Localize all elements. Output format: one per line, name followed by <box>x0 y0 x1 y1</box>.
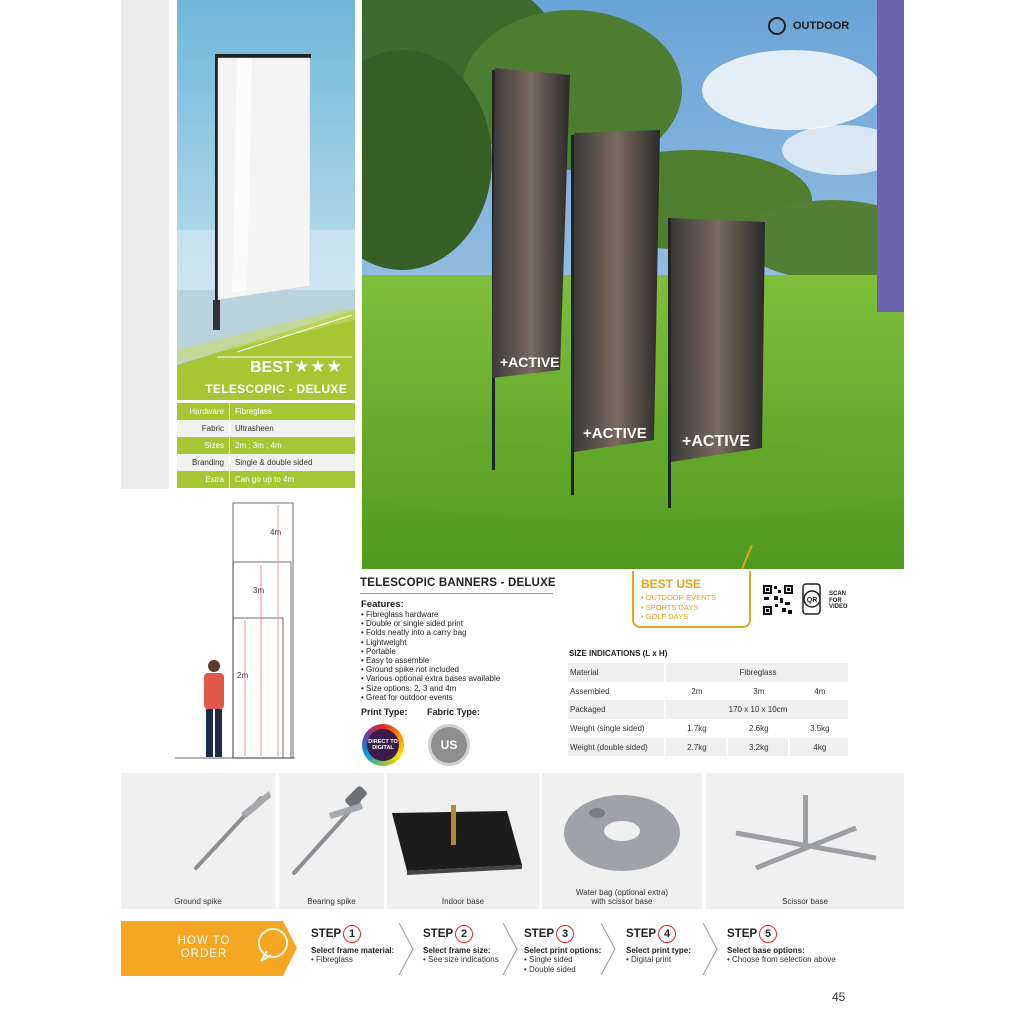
purple-accent-strip <box>877 0 904 312</box>
spec-row <box>177 420 355 437</box>
banner-flag <box>574 130 660 452</box>
best-use-item: • OUTDOOR EVENTS <box>641 593 716 603</box>
spec-value: Can go up to 4m <box>229 471 355 488</box>
bearing-spike-icon <box>279 773 384 883</box>
step-option: Digital print <box>631 955 672 964</box>
height-diagram <box>175 500 360 765</box>
feature-item: • Portable <box>361 647 500 656</box>
accessory-card-ground-spike <box>121 773 275 909</box>
accessory-card-bearing-spike <box>279 773 384 909</box>
page-title: TELESCOPIC BANNERS - DELUXE <box>360 577 556 589</box>
how-to-order-line1: HOW TO <box>177 935 231 947</box>
print-badge-text: DIRECT TO DIGITAL <box>367 729 399 761</box>
best-use-list <box>641 593 716 622</box>
chevron-right-icon <box>398 922 414 976</box>
spec-row <box>177 471 355 488</box>
table-cell: Weight (double sided) <box>568 738 665 757</box>
size-table-title: SIZE INDICATIONS (L x H) <box>569 649 668 658</box>
step-word: STEP <box>727 928 758 940</box>
order-step-3: STEP 3 Select print options: • Single sided • Double sided <box>524 925 601 975</box>
fabric-type-label: Fabric Type: <box>427 707 480 717</box>
product-name: TELESCOPIC - DELUXE <box>205 382 347 396</box>
dimension-label: 4m <box>270 528 282 537</box>
accessory-card-indoor-base <box>387 773 539 909</box>
best-use-item: • GOLF DAYS <box>641 612 716 622</box>
table-cell: Fibreglass <box>665 663 848 682</box>
banner-brand-text: +ACTIVE <box>583 425 647 442</box>
spec-value: Fibreglass <box>229 403 355 420</box>
outdoor-photo <box>362 0 904 569</box>
step-option: Fibreglass <box>316 955 353 964</box>
step-word: STEP <box>626 928 657 940</box>
table-cell: 1.7kg <box>665 719 727 738</box>
table-cell: 3m <box>727 682 789 701</box>
how-to-order-line2: ORDER <box>180 948 228 960</box>
step-word: STEP <box>423 928 454 940</box>
phone-scan-icon <box>799 583 827 617</box>
order-step-4: STEP 4 Select print type: • Digital print <box>626 925 691 965</box>
accessory-label: Scissor base <box>782 897 828 906</box>
table-cell: Weight (single sided) <box>570 723 645 733</box>
accessories-strip <box>121 773 904 909</box>
print-type-label: Print Type: <box>361 707 408 717</box>
chevron-right-icon <box>502 922 518 976</box>
step-option: Double sided <box>529 965 576 974</box>
section-label: OUTDOOR <box>793 20 850 32</box>
feature-item: • Ground spike not included <box>361 665 500 674</box>
step-title: Select frame size: <box>423 946 491 955</box>
table-cell: 4kg <box>789 738 848 757</box>
qr-code-icon[interactable] <box>762 584 794 616</box>
accessory-label-line1: Water bag (optional extra) <box>575 888 669 897</box>
step-title: Select base options: <box>727 946 805 955</box>
spec-key: Hardware <box>189 407 224 416</box>
scan-label: SCAN FOR VIDEO <box>829 591 848 610</box>
chevron-right-icon <box>702 922 718 976</box>
size-table <box>568 663 848 756</box>
spec-value: 2m ; 3m ; 4m <box>229 437 355 454</box>
accessory-label <box>542 888 702 906</box>
step-number: 5 <box>759 925 777 943</box>
spec-row <box>177 437 355 454</box>
fabric-badge: US <box>428 724 470 766</box>
table-cell: 2.7kg <box>665 738 727 757</box>
table-cell: 3.5kg <box>789 719 848 738</box>
how-to-order-title <box>164 935 244 961</box>
rating-label: BEST <box>250 359 293 376</box>
step-word: STEP <box>524 928 555 940</box>
feature-item: • Great for outdoor events <box>361 693 500 702</box>
spec-row <box>177 403 355 420</box>
accessory-label: Indoor base <box>441 897 485 906</box>
ground-spike-icon <box>121 773 275 883</box>
direct-to-digital-badge <box>362 724 404 766</box>
water-bag-icon <box>542 773 702 883</box>
step-number: 1 <box>343 925 361 943</box>
title-divider <box>360 593 553 594</box>
step-option: See size indications <box>428 955 499 964</box>
spec-row <box>177 454 355 471</box>
spec-key: Branding <box>191 458 224 467</box>
step-title: Select print type: <box>626 946 691 955</box>
table-row <box>568 682 848 701</box>
feature-item: • Fibreglass hardware <box>361 610 500 619</box>
table-cell: 4m <box>789 682 848 701</box>
table-cell: Assembled <box>570 686 610 696</box>
scan-icon-text: QR <box>806 597 818 604</box>
step-title: Select frame material: <box>311 946 395 955</box>
feature-item: • Size options: 2, 3 and 4m <box>361 684 500 693</box>
accessory-label: Ground spike <box>174 897 222 906</box>
table-cell: Material <box>568 663 665 682</box>
table-row <box>568 663 848 682</box>
table-cell: 170 x 10 x 10cm <box>665 700 848 719</box>
banner-brand-text: +ACTIVE <box>682 433 751 450</box>
accessory-card-water-bag <box>542 773 702 909</box>
table-cell: 3.2kg <box>727 738 789 757</box>
spec-value: Single & double sided <box>229 454 355 471</box>
feature-item: • Folds neatly into a carry bag <box>361 628 500 637</box>
best-use-item: • SPORTS DAYS <box>641 603 716 613</box>
spec-key: Fabric <box>201 424 224 433</box>
chevron-right-icon <box>600 922 616 976</box>
spec-value: Ultrasheen <box>229 420 355 437</box>
step-number: 3 <box>556 925 574 943</box>
step-number: 4 <box>658 925 676 943</box>
step-option: Choose from selection above <box>732 955 836 964</box>
features-list <box>361 610 500 702</box>
table-cell: 2.6kg <box>727 719 789 738</box>
spec-key: Sizes <box>204 441 224 450</box>
spec-key: Extra <box>205 475 224 484</box>
left-decor-strip <box>121 0 169 489</box>
outdoor-icon <box>768 17 786 35</box>
feature-item: • Various optional extra bases available <box>361 674 500 683</box>
table-row <box>568 700 848 719</box>
table-cell: 2m <box>665 682 727 701</box>
accessory-label: Bearing spike <box>307 897 356 906</box>
person-head <box>208 660 220 672</box>
order-step-2: STEP 2 Select frame size: • See size indications <box>423 925 499 965</box>
best-use-title: BEST USE <box>641 577 702 591</box>
banner-brand-text: +ACTIVE <box>500 354 560 370</box>
banner-flag <box>671 218 765 462</box>
feature-item: • Easy to assemble <box>361 656 500 665</box>
table-row <box>568 719 848 738</box>
indoor-base-icon <box>387 773 539 883</box>
dimension-label: 3m <box>253 586 265 595</box>
scissor-base-icon <box>706 773 904 883</box>
person-body <box>204 673 224 709</box>
step-option: Single sided <box>529 955 573 964</box>
step-title: Select print options: <box>524 946 602 955</box>
step-word: STEP <box>311 928 342 940</box>
banner-flag <box>492 68 570 378</box>
dimension-label: 2m <box>237 671 249 680</box>
order-step-1: STEP 1 Select frame material: • Fibreglass <box>311 925 394 965</box>
feature-item: • Double or single sided print <box>361 619 500 628</box>
step-number: 2 <box>455 925 473 943</box>
rating-stars: ★★★ <box>294 357 343 376</box>
table-row <box>568 738 848 757</box>
feature-item: • Lightweight <box>361 638 500 647</box>
table-cell: Packaged <box>568 700 665 719</box>
accessory-label-line2: with scissor base <box>591 897 653 906</box>
features-heading: Features: <box>361 599 404 610</box>
order-step-5: STEP 5 Select base options: • Choose from selection above <box>727 925 836 965</box>
page-number: 45 <box>832 990 846 1004</box>
spec-table <box>177 403 355 488</box>
accessory-card-scissor-base <box>706 773 904 909</box>
